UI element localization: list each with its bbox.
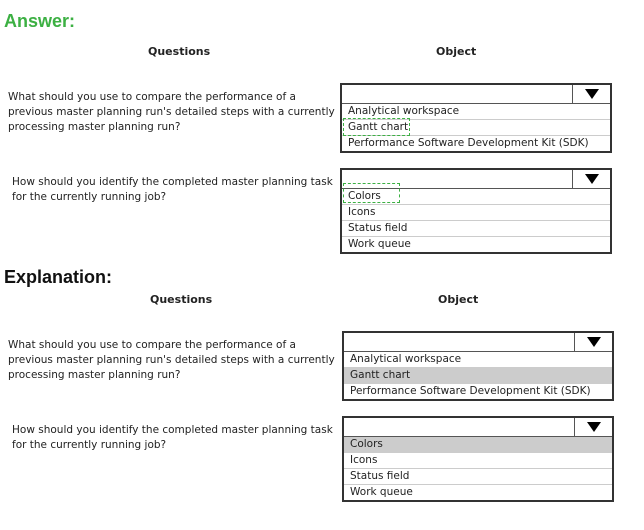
chevron-down-icon[interactable] [574,418,612,436]
question-text: How should you identify the completed master planning task for the currently running job? [12,424,333,451]
option-selected[interactable]: Colors [342,189,610,205]
option[interactable]: Performance Software Development Kit (SDK) [348,137,589,149]
option[interactable]: Analytical workspace [342,104,610,120]
dropdown-compare-performance[interactable] [340,83,612,153]
option[interactable]: Performance Software Development Kit (SDK) [350,385,591,397]
option[interactable]: Status field [342,221,610,237]
chevron-down-icon[interactable] [572,85,610,103]
questions-header: Questions [150,293,213,306]
option[interactable]: Work queue [350,486,413,498]
option[interactable]: Work queue [348,238,411,250]
option[interactable]: Icons [342,205,610,221]
answer-heading: Answer: [4,11,76,31]
dropdown-header[interactable] [344,333,612,352]
option-selected[interactable]: Gantt chart [344,368,612,384]
explanation-heading: Explanation: [4,267,113,287]
option-selected[interactable]: Gantt chart [342,120,610,136]
option[interactable]: Icons [344,453,612,469]
dropdown-compare-performance[interactable] [342,331,614,401]
option[interactable]: Analytical workspace [344,352,612,368]
chevron-down-icon[interactable] [574,333,612,351]
question-text: How should you identify the completed master planning task for the currently running job? [12,176,333,203]
object-header: Object [436,45,477,58]
question-text: What should you use to compare the performance of a previous master planning run's detailed steps with a currently processing master planning run? [8,91,335,133]
object-header: Object [438,293,479,306]
question-text: What should you use to compare the performance of a previous master planning run's detailed steps with a currently processing master planning run? [8,339,335,381]
dropdown-header[interactable] [342,85,610,104]
dropdown-identify-task[interactable] [342,416,614,502]
option[interactable]: Status field [344,469,612,485]
option-selected[interactable]: Colors [344,437,612,453]
questions-header: Questions [148,45,211,58]
dropdown-header[interactable] [344,418,612,437]
chevron-down-icon[interactable] [572,170,610,188]
dropdown-identify-task[interactable] [340,168,612,254]
